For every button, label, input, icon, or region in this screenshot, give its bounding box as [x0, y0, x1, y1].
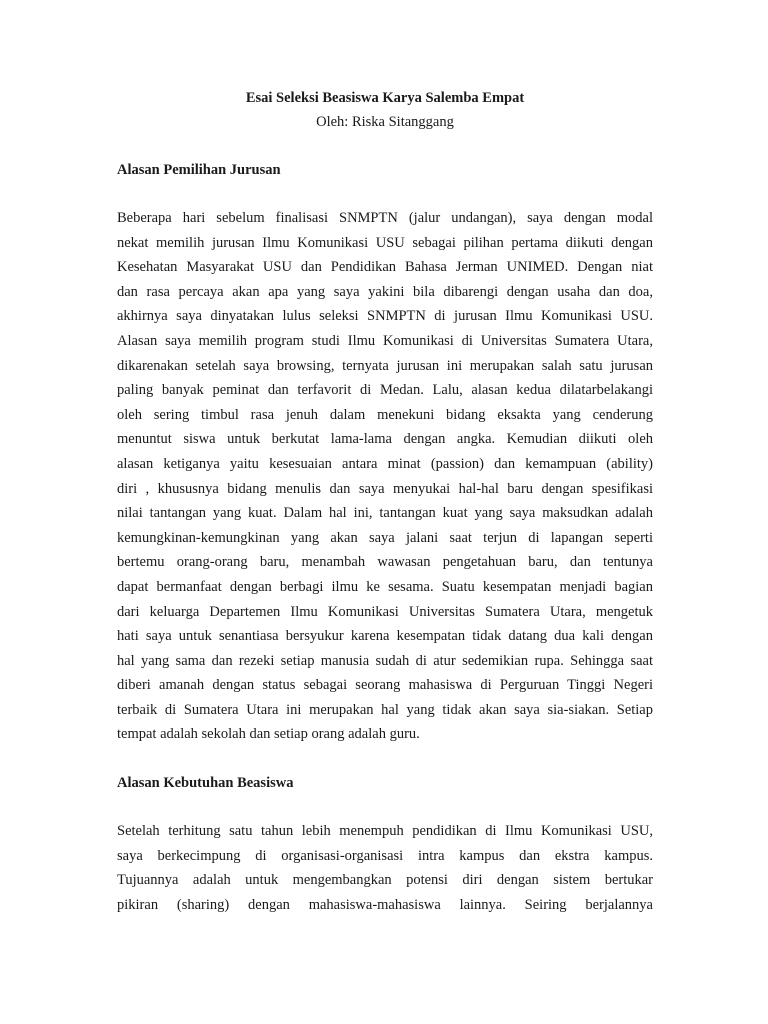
- paragraph-line: diberi amanah dengan status sebagai seorang mahasiswa di Perguruan Tinggi Negeri: [117, 677, 653, 694]
- document-title: Esai Seleksi Beasiswa Karya Salemba Empat: [245, 90, 525, 106]
- paragraph-line: Tujuannya adalah untuk mengembangkan potensi diri dengan sistem bertukar: [117, 872, 653, 889]
- paragraph-line: paling banyak peminat dan terfavorit di Medan. Lalu, alasan kedua dilatarbelakangi: [117, 382, 653, 399]
- paragraph-line: akhirnya saya dinyatakan lulus seleksi SNMPTN di jurusan Ilmu Komunikasi USU.: [117, 308, 653, 325]
- document-author: Oleh: Riska Sitanggang: [316, 114, 454, 130]
- paragraph-line: tempat adalah sekolah dan setiap orang adalah guru.: [117, 726, 420, 743]
- paragraph-line: kemungkinan-kemungkinan yang akan saya jalani saat terjun di lapangan seperti: [117, 529, 653, 546]
- paragraph-line: oleh sering timbul rasa jenuh dalam menekuni bidang eksakta yang cenderung: [117, 406, 653, 423]
- paragraph-line: bertemu orang-orang baru, menambah wawasan pengetahuan baru, dan tentunya: [117, 554, 653, 571]
- paragraph-line: menuntut siswa untuk berkutat lama-lama dengan angka. Kemudian diikuti oleh: [117, 431, 653, 448]
- section-heading-beasiswa: Alasan Kebutuhan Beasiswa: [117, 775, 294, 792]
- paragraph-line: terbaik di Sumatera Utara ini merupakan hal yang tidak akan saya sia-siakan. Setiap: [117, 701, 653, 718]
- paragraph-line: dikarenakan setelah saya browsing, ternyata jurusan ini merupakan salah satu jurusan: [117, 357, 653, 374]
- paragraph-line: pikiran (sharing) dengan mahasiswa-mahasiswa lainnya. Seiring berjalannya: [117, 896, 653, 913]
- paragraph-line: nekat memilih jurusan Ilmu Komunikasi USU sebagai pilihan pertama diikuti dengan: [117, 234, 653, 251]
- paragraph-jurusan: [117, 206, 653, 747]
- paragraph-line: diri , khususnya bidang menulis dan saya menyukai hal-hal baru dengan spesifikasi: [117, 480, 653, 497]
- paragraph-line: Alasan saya memilih program studi Ilmu Komunikasi di Universitas Sumatera Utara,: [117, 332, 653, 349]
- paragraph-beasiswa: [117, 819, 653, 917]
- paragraph-line: saya berkecimpung di organisasi-organisasi intra kampus dan ekstra kampus.: [117, 847, 653, 864]
- document-page: [117, 86, 653, 917]
- paragraph-line: Setelah terhitung satu tahun lebih menempuh pendidikan di Ilmu Komunikasi USU,: [117, 823, 653, 840]
- paragraph-line: nilai tantangan yang kuat. Dalam hal ini, tantangan kuat yang saya maksudkan adalah: [117, 505, 653, 522]
- paragraph-line: dapat bermanfaat dengan berbagi ilmu ke sesama. Suatu kesempatan menjadi bagian: [117, 578, 653, 595]
- paragraph-line: hal yang sama dan rezeki setiap manusia sudah di atur sedemikian rupa. Sehingga saat: [117, 652, 653, 669]
- paragraph-line: dan rasa percaya akan apa yang saya yakini bila dibarengi dengan usaha dan doa,: [117, 283, 653, 300]
- section-heading-jurusan: Alasan Pemilihan Jurusan: [117, 162, 281, 178]
- paragraph-line: alasan ketiganya yaitu kesesuaian antara minat (passion) dan kemampuan (ability): [117, 455, 653, 472]
- paragraph-line: Beberapa hari sebelum finalisasi SNMPTN (jalur undangan), saya dengan modal: [117, 210, 653, 226]
- paragraph-line: Kesehatan Masyarakat USU dan Pendidikan Bahasa Jerman UNIMED. Dengan niat: [117, 259, 653, 276]
- paragraph-line: dari keluarga Departemen Ilmu Komunikasi Universitas Sumatera Utara, mengetuk: [117, 603, 653, 620]
- paragraph-line: hati saya untuk senantiasa bersyukur karena kesempatan tidak datang dua kali dengan: [117, 628, 653, 645]
